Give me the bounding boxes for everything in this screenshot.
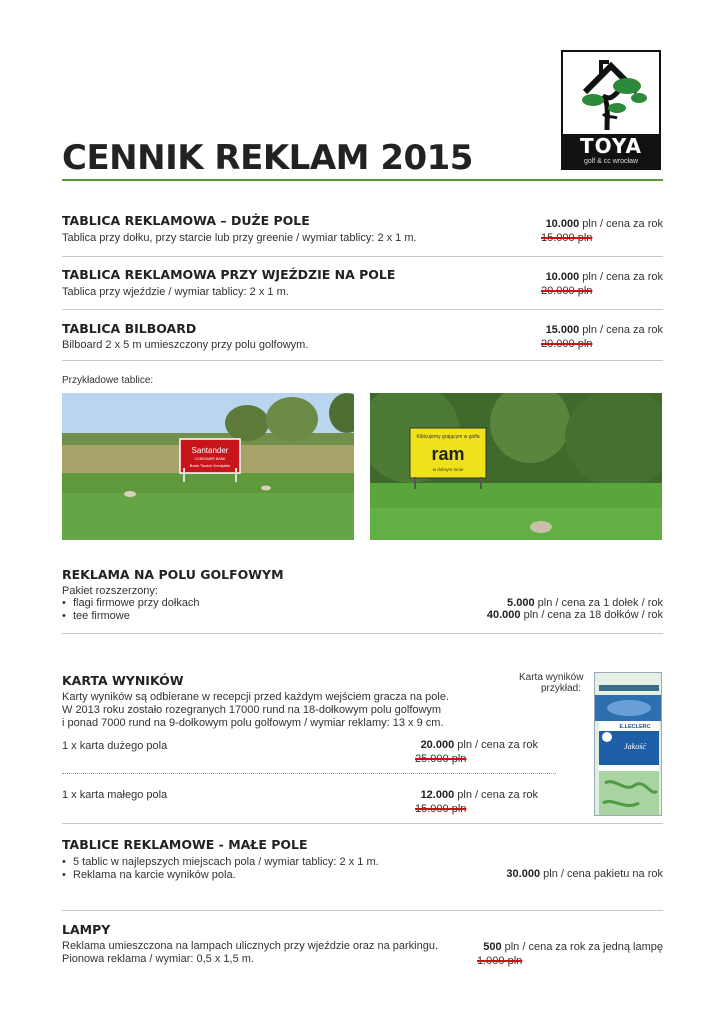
big-board-title: TABLICA REKLAMOWA – DUŻE POLE <box>62 213 310 228</box>
golf-field-scene-1 <box>62 393 354 540</box>
tree-house-icon <box>563 52 659 134</box>
billboard-price <box>546 324 663 336</box>
entry-board-desc: Tablica przy wjeździe / wymiar tablicy: 2 x 1 m. <box>62 286 289 298</box>
lamps-old-price: 1.000 pln <box>477 955 523 967</box>
logo-band <box>563 134 659 168</box>
small-boards-items <box>62 856 379 882</box>
divider <box>62 633 663 634</box>
logo-name: TOYA <box>580 134 642 158</box>
small-boards-price <box>506 868 663 880</box>
examples-label: Przykładowe tablice: <box>62 375 154 386</box>
price-unit: pln / cena za rok <box>454 739 538 751</box>
price-unit: pln / cena za rok <box>579 218 663 230</box>
scorecard-small-old-price: 15.000 pln <box>415 803 467 815</box>
santander-sign-sub: CONSUMER BANK <box>194 457 226 461</box>
scorecard-big-price <box>421 739 538 751</box>
toya-logo <box>561 50 661 170</box>
lamps-desc-2: Pionowa reklama / wymiar: 0,5 x 1,5 m. <box>62 953 254 965</box>
field-intro: Pakiet rozszerzony: <box>62 585 158 597</box>
santander-sign-line: Bank Twoich Kredytów <box>189 463 231 468</box>
field-title: REKLAMA NA POLU GOLFOWYM <box>62 567 284 582</box>
logo-tagline: golf & cc wrocław <box>583 158 639 165</box>
price-value: 40.000 <box>486 609 521 621</box>
entry-board-title: TABLICA REKLAMOWA PRZY WJEŹDZIE NA POLE <box>62 267 396 282</box>
list-item: • tee firmowe <box>62 610 200 623</box>
small-boards-title: TABLICE REKLAMOWE - MAŁE POLE <box>62 837 308 852</box>
list-item: • Reklama na karcie wyników pola. <box>62 869 379 882</box>
scorecard-example-label-1: Karta wyników <box>519 672 584 683</box>
thumb-brand: E.LECLERC <box>619 724 651 730</box>
big-board-price <box>546 218 663 230</box>
big-board-old-price: 15.000 pln <box>541 232 593 244</box>
list-item: • flagi firmowe przy dołkach <box>62 597 200 610</box>
divider <box>62 309 663 310</box>
scorecard-small-label: 1 x karta małego pola <box>62 789 168 801</box>
scorecard-thumbnail <box>594 672 662 816</box>
example-photo-santander <box>62 393 354 540</box>
field-items <box>62 597 200 623</box>
price-value: 10.000 <box>545 218 580 230</box>
big-board-desc: Tablica przy dołku, przy starcie lub przy greenie / wymiar tablicy: 2 x 1 m. <box>62 232 417 244</box>
divider <box>62 256 663 257</box>
ram-sign-top: Kibicujemy grającym w golfa <box>416 434 480 440</box>
billboard-desc: Bilboard 2 x 5 m umieszczony przy polu golfowym. <box>62 339 309 351</box>
price-value: 12.000 <box>420 789 455 801</box>
scorecard-desc-3: i ponad 7000 rund na 9-dołkowym polu golfowym / wymiar reklamy: 13 x 9 cm. <box>62 717 444 729</box>
scorecard-big-old-price: 25.000 pln <box>415 753 467 765</box>
price-value: 15.000 <box>545 324 580 336</box>
scorecard-title: KARTA WYNIKÓW <box>62 673 184 688</box>
golf-field-scene-2 <box>370 393 662 540</box>
scorecard-image <box>595 673 662 816</box>
ram-sign-brand: ram <box>431 444 465 464</box>
divider <box>62 823 663 824</box>
ram-sign-bottom: w dobrym tonie <box>432 467 464 472</box>
entry-board-price <box>546 271 663 283</box>
santander-sign-text: Santander <box>191 446 229 455</box>
example-photo-ram <box>370 393 662 540</box>
price-value: 5.000 <box>507 597 535 609</box>
price-unit: pln / cena za rok <box>454 789 538 801</box>
lamps-price <box>483 941 663 953</box>
price-unit: pln / cena za 1 dołek / rok <box>534 597 663 609</box>
scorecard-desc-1: Karty wyników są odbierane w recepcji przed każdym wejściem gracza na pole. <box>62 691 450 703</box>
billboard-title: TABLICA BILBOARD <box>62 321 197 336</box>
scorecard-big-label: 1 x karta dużego pola <box>62 740 168 752</box>
price-unit: pln / cena za 18 dołków / rok <box>520 609 663 621</box>
field-price-2 <box>487 609 663 621</box>
dotted-divider <box>62 773 556 774</box>
price-value: 30.000 <box>506 868 541 880</box>
page-title: CENNIK REKLAM 2015 <box>62 138 473 178</box>
billboard-old-price: 20.000 pln <box>541 338 593 350</box>
price-unit: pln / cena za rok <box>579 271 663 283</box>
scorecard-desc-2: W 2013 roku zostało rozegranych 17000 rund na 18-dołkowym polu golfowym <box>62 704 442 716</box>
field-price-1 <box>507 597 663 609</box>
title-underline <box>62 179 663 181</box>
lamps-title: LAMPY <box>62 922 111 937</box>
divider <box>62 910 663 911</box>
entry-board-old-price: 20.000 pln <box>541 285 593 297</box>
price-unit: pln / cena pakietu na rok <box>540 868 663 880</box>
price-value: 10.000 <box>545 271 580 283</box>
price-value: 500 <box>483 941 502 953</box>
price-unit: pln / cena za rok <box>579 324 663 336</box>
price-unit: pln / cena za rok za jedną lampę <box>501 941 663 953</box>
list-item: • 5 tablic w najlepszych miejscach pola / wymiar tablicy: 2 x 1 m. <box>62 856 379 869</box>
lamps-desc-1: Reklama umieszczona na lampach ulicznych przy wjeździe oraz na parkingu. <box>62 940 439 952</box>
price-value: 20.000 <box>420 739 455 751</box>
scorecard-small-price <box>421 789 538 801</box>
thumb-text: Jakość <box>624 742 646 751</box>
scorecard-example-label-2: przykład: <box>541 683 582 694</box>
divider <box>62 360 663 361</box>
